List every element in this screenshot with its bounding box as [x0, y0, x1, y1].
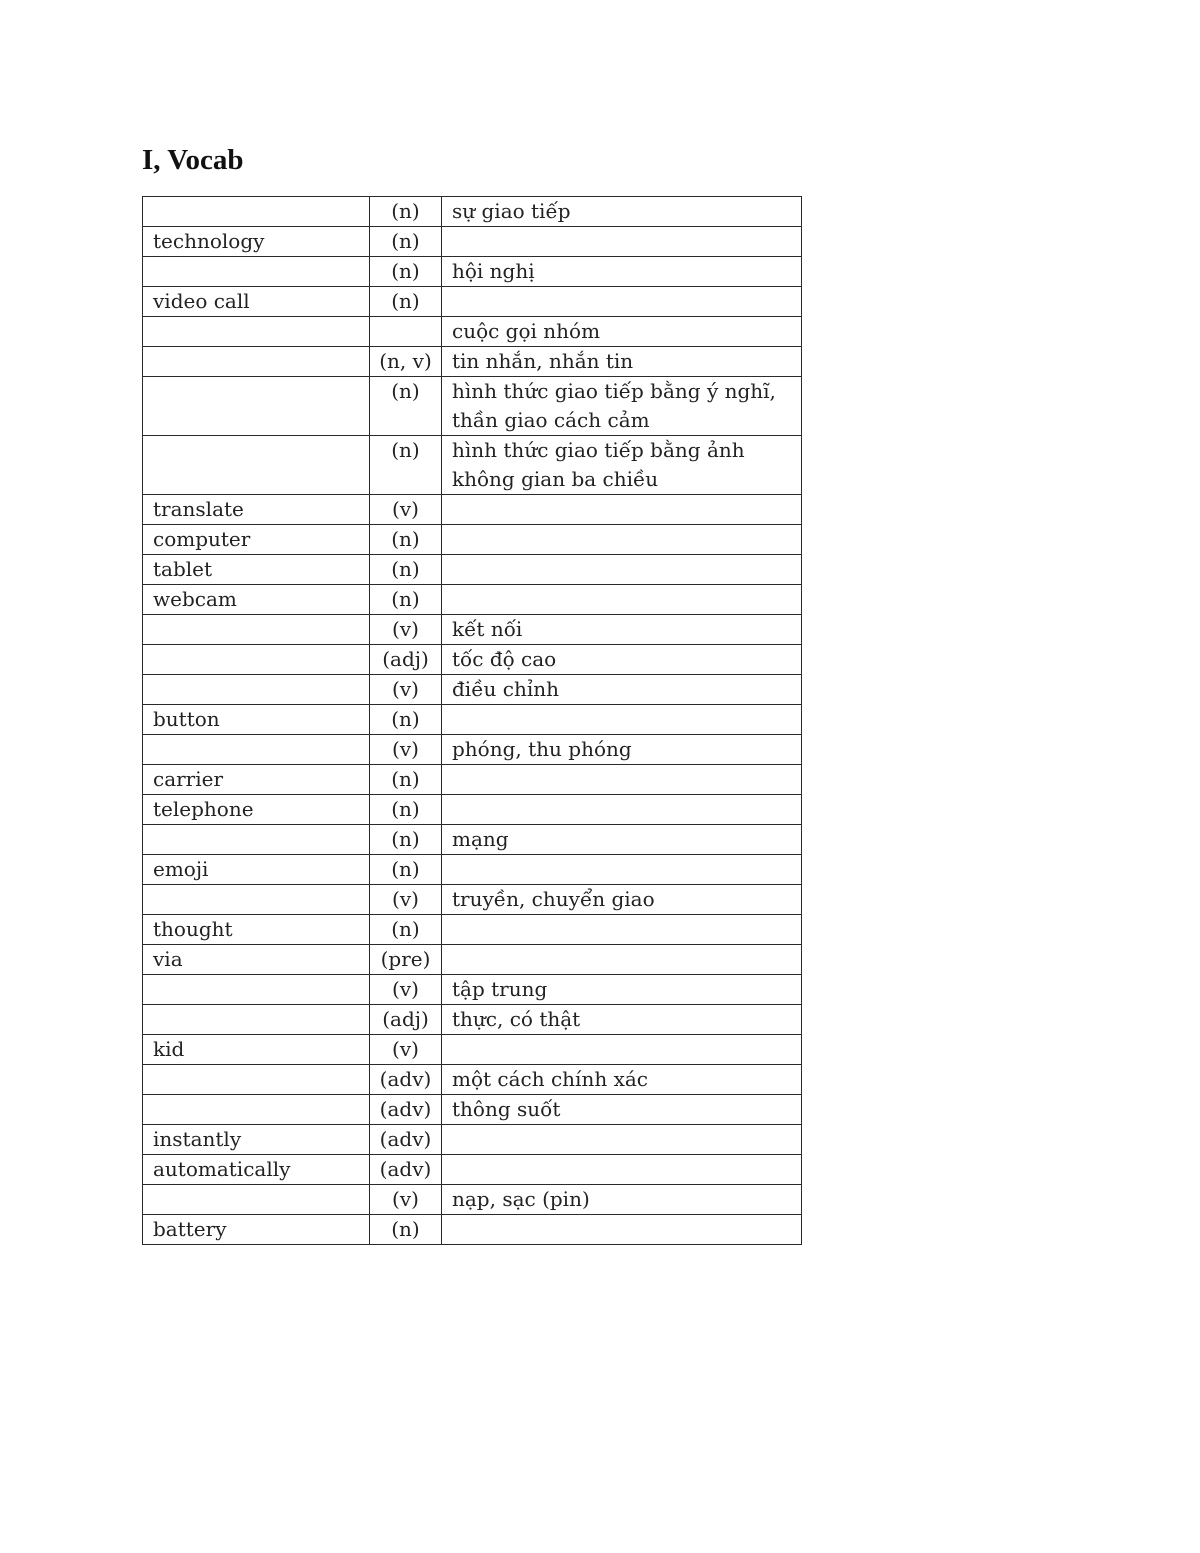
part-of-speech-cell: (n) — [370, 705, 442, 735]
meaning-cell — [442, 525, 802, 555]
word-cell — [143, 1065, 370, 1095]
word-cell — [143, 436, 370, 495]
table-row — [143, 1005, 802, 1035]
meaning-cell: tập trung — [442, 975, 802, 1005]
meaning-cell — [442, 915, 802, 945]
part-of-speech-cell: (n) — [370, 227, 442, 257]
table-row — [143, 585, 802, 615]
word-cell — [143, 885, 370, 915]
part-of-speech-cell: (n) — [370, 765, 442, 795]
word-cell — [143, 377, 370, 436]
table-row — [143, 347, 802, 377]
meaning-cell: một cách chính xác — [442, 1065, 802, 1095]
word-cell: video call — [143, 287, 370, 317]
table-row — [143, 645, 802, 675]
word-cell — [143, 1185, 370, 1215]
table-row — [143, 495, 802, 525]
meaning-cell — [442, 1125, 802, 1155]
word-cell: battery — [143, 1215, 370, 1245]
part-of-speech-cell: (n) — [370, 525, 442, 555]
meaning-cell: truyền, chuyển giao — [442, 885, 802, 915]
meaning-cell — [442, 855, 802, 885]
meaning-cell: cuộc gọi nhóm — [442, 317, 802, 347]
meaning-cell: sự giao tiếp — [442, 197, 802, 227]
meaning-cell — [442, 765, 802, 795]
meaning-cell — [442, 555, 802, 585]
part-of-speech-cell: (v) — [370, 1185, 442, 1215]
part-of-speech-cell: (v) — [370, 615, 442, 645]
word-cell: automatically — [143, 1155, 370, 1185]
meaning-cell: nạp, sạc (pin) — [442, 1185, 802, 1215]
table-row — [143, 287, 802, 317]
meaning-cell — [442, 795, 802, 825]
table-row — [143, 1095, 802, 1125]
part-of-speech-cell: (n) — [370, 795, 442, 825]
word-cell — [143, 615, 370, 645]
table-row — [143, 705, 802, 735]
table-row — [143, 1215, 802, 1245]
word-cell — [143, 347, 370, 377]
word-cell: via — [143, 945, 370, 975]
word-cell: computer — [143, 525, 370, 555]
meaning-cell: điều chỉnh — [442, 675, 802, 705]
part-of-speech-cell: (n, v) — [370, 347, 442, 377]
part-of-speech-cell: (n) — [370, 197, 442, 227]
table-row — [143, 915, 802, 945]
table-row — [143, 1125, 802, 1155]
table-row — [143, 227, 802, 257]
meaning-cell: hình thức giao tiếp bằng ý nghĩ, thần giao cách cảm — [442, 377, 802, 436]
part-of-speech-cell: (v) — [370, 675, 442, 705]
part-of-speech-cell: (n) — [370, 377, 442, 436]
part-of-speech-cell: (n) — [370, 555, 442, 585]
word-cell — [143, 645, 370, 675]
part-of-speech-cell: (adj) — [370, 1005, 442, 1035]
table-row — [143, 1185, 802, 1215]
table-row — [143, 825, 802, 855]
part-of-speech-cell: (n) — [370, 585, 442, 615]
part-of-speech-cell: (n) — [370, 825, 442, 855]
part-of-speech-cell: (n) — [370, 287, 442, 317]
table-row — [143, 257, 802, 287]
meaning-cell — [442, 287, 802, 317]
part-of-speech-cell: (n) — [370, 855, 442, 885]
part-of-speech-cell: (n) — [370, 436, 442, 495]
part-of-speech-cell: (adv) — [370, 1155, 442, 1185]
word-cell: technology — [143, 227, 370, 257]
meaning-cell — [442, 705, 802, 735]
word-cell: button — [143, 705, 370, 735]
meaning-cell — [442, 495, 802, 525]
table-row — [143, 1065, 802, 1095]
part-of-speech-cell: (pre) — [370, 945, 442, 975]
table-row — [143, 615, 802, 645]
table-row — [143, 197, 802, 227]
table-row — [143, 525, 802, 555]
table-row — [143, 317, 802, 347]
table-row — [143, 975, 802, 1005]
meaning-cell: hình thức giao tiếp bằng ảnh không gian ba chiều — [442, 436, 802, 495]
part-of-speech-cell: (v) — [370, 975, 442, 1005]
part-of-speech-cell: (adv) — [370, 1125, 442, 1155]
meaning-cell — [442, 1155, 802, 1185]
meaning-cell — [442, 227, 802, 257]
table-row — [143, 555, 802, 585]
table-row — [143, 1155, 802, 1185]
table-row — [143, 795, 802, 825]
meaning-cell: thực, có thật — [442, 1005, 802, 1035]
part-of-speech-cell — [370, 317, 442, 347]
part-of-speech-cell: (n) — [370, 915, 442, 945]
meaning-cell: mạng — [442, 825, 802, 855]
word-cell — [143, 735, 370, 765]
table-row — [143, 735, 802, 765]
meaning-cell — [442, 1215, 802, 1245]
part-of-speech-cell: (v) — [370, 1035, 442, 1065]
meaning-cell: tin nhắn, nhắn tin — [442, 347, 802, 377]
part-of-speech-cell: (v) — [370, 735, 442, 765]
word-cell — [143, 975, 370, 1005]
table-row — [143, 1035, 802, 1065]
word-cell — [143, 1095, 370, 1125]
word-cell: webcam — [143, 585, 370, 615]
table-row — [143, 377, 802, 436]
table-row — [143, 436, 802, 495]
part-of-speech-cell: (adv) — [370, 1065, 442, 1095]
meaning-cell: hội nghị — [442, 257, 802, 287]
part-of-speech-cell: (adj) — [370, 645, 442, 675]
word-cell — [143, 1005, 370, 1035]
meaning-cell: thông suốt — [442, 1095, 802, 1125]
table-row — [143, 855, 802, 885]
word-cell: translate — [143, 495, 370, 525]
word-cell — [143, 675, 370, 705]
word-cell: tablet — [143, 555, 370, 585]
word-cell: kid — [143, 1035, 370, 1065]
meaning-cell: kết nối — [442, 615, 802, 645]
vocab-table — [142, 196, 802, 1245]
word-cell: emoji — [143, 855, 370, 885]
table-row — [143, 885, 802, 915]
table-row — [143, 765, 802, 795]
word-cell: thought — [143, 915, 370, 945]
table-row — [143, 945, 802, 975]
meaning-cell — [442, 945, 802, 975]
table-row — [143, 675, 802, 705]
word-cell: instantly — [143, 1125, 370, 1155]
part-of-speech-cell: (n) — [370, 257, 442, 287]
word-cell: carrier — [143, 765, 370, 795]
meaning-cell — [442, 1035, 802, 1065]
meaning-cell: tốc độ cao — [442, 645, 802, 675]
word-cell — [143, 257, 370, 287]
word-cell — [143, 317, 370, 347]
word-cell — [143, 825, 370, 855]
vocab-table-body — [143, 197, 802, 1245]
word-cell — [143, 197, 370, 227]
meaning-cell: phóng, thu phóng — [442, 735, 802, 765]
part-of-speech-cell: (n) — [370, 1215, 442, 1245]
meaning-cell — [442, 585, 802, 615]
part-of-speech-cell: (adv) — [370, 1095, 442, 1125]
part-of-speech-cell: (v) — [370, 495, 442, 525]
word-cell: telephone — [143, 795, 370, 825]
section-heading: I, Vocab — [142, 144, 244, 176]
part-of-speech-cell: (v) — [370, 885, 442, 915]
